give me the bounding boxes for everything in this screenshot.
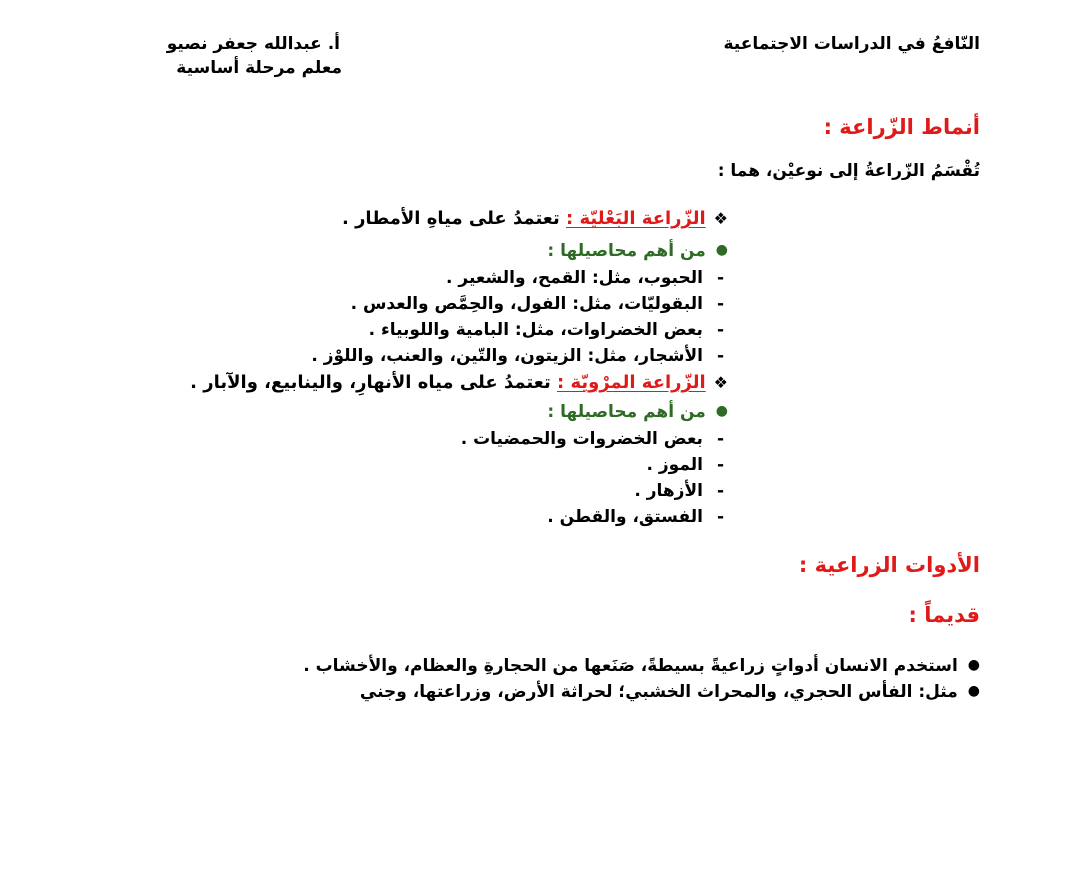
list-item: [369, 320, 724, 340]
rainfed-farming-desc: تعتمدُ على مياهِ الأمطار .: [341, 208, 560, 229]
crop-text: بعض الخضروات والحمضيات .: [460, 429, 703, 449]
list-item: [634, 481, 724, 501]
dash-icon: -: [716, 268, 724, 288]
dash-icon: -: [716, 320, 724, 340]
irrigated-crops-heading: [547, 402, 728, 422]
list-item: [647, 455, 725, 475]
list-item: [547, 507, 724, 527]
dot-bullet-icon: ●: [967, 657, 980, 673]
rainfed-farming-line: [342, 208, 728, 229]
tools-subheading: قديماً :: [908, 603, 980, 627]
rainfed-farming-name: الزّراعة البَعْليّة :: [566, 208, 706, 229]
dash-icon: -: [716, 507, 724, 527]
crop-text: الموز .: [646, 455, 703, 475]
tools-heading: الأدوات الزراعية :: [798, 553, 980, 577]
crop-text: الأشجار، مثل: الزيتون، والتّين، والعنب، واللوْز .: [311, 346, 703, 366]
crop-text: الفستق، والقطن .: [547, 507, 703, 527]
crop-text: الأزهار .: [634, 481, 703, 501]
irrigated-farming-name: الزّراعة المرْويّة :: [556, 372, 706, 393]
farming-types-intro: تُقْسَمُ الزّراعةُ إلى نوعيْن، هما :: [717, 161, 980, 181]
list-item: [351, 294, 724, 314]
list-item: [303, 656, 980, 676]
dash-icon: -: [716, 455, 724, 475]
tools-item-text: مثل: الفأس الحجري، والمحراث الخشبي؛ لحراثة الأرض، وزراعتها، وجني: [359, 682, 958, 702]
tools-item-text: استخدم الانسان أدواتٍ زراعيةً بسيطةً، صَنَعها من الحجارةِ والعظام، والأخشاب .: [303, 656, 958, 676]
dot-bullet-icon: ●: [967, 683, 980, 699]
dot-bullet-icon: ●: [715, 403, 728, 419]
list-item: [446, 268, 724, 288]
crop-text: البقوليّات، مثل: الفول، والحِمَّص والعدس .: [350, 294, 703, 314]
diamond-bullet-icon: ❖: [713, 373, 728, 392]
irrigated-farming-line: [190, 372, 728, 393]
dash-icon: -: [716, 481, 724, 501]
dash-icon: -: [716, 294, 724, 314]
dot-bullet-icon: ●: [715, 242, 728, 258]
dash-icon: -: [716, 346, 724, 366]
list-item: [360, 682, 980, 702]
irrigated-crops-heading-text: من أهم محاصيلها :: [547, 402, 706, 422]
rainfed-crops-heading-text: من أهم محاصيلها :: [547, 241, 706, 261]
course-title: النّافعُ في الدراسات الاجتماعية: [723, 34, 980, 54]
farming-types-heading: أنماط الزّراعة :: [823, 115, 980, 139]
list-item: [461, 429, 724, 449]
rainfed-crops-heading: [547, 241, 728, 261]
dash-icon: -: [716, 429, 724, 449]
list-item: [311, 346, 724, 366]
crop-text: الحبوب، مثل: القمح، والشعير .: [446, 268, 703, 288]
teacher-name: أ. عبدالله جعفر نصيو: [166, 34, 340, 54]
teacher-role: معلم مرحلة أساسية: [176, 58, 342, 78]
diamond-bullet-icon: ❖: [713, 209, 728, 228]
irrigated-farming-desc: تعتمدُ على مياه الأنهارِ، والينابيع، والآبار .: [190, 372, 551, 393]
crop-text: بعض الخضراوات، مثل: البامية واللوبياء .: [368, 320, 703, 340]
